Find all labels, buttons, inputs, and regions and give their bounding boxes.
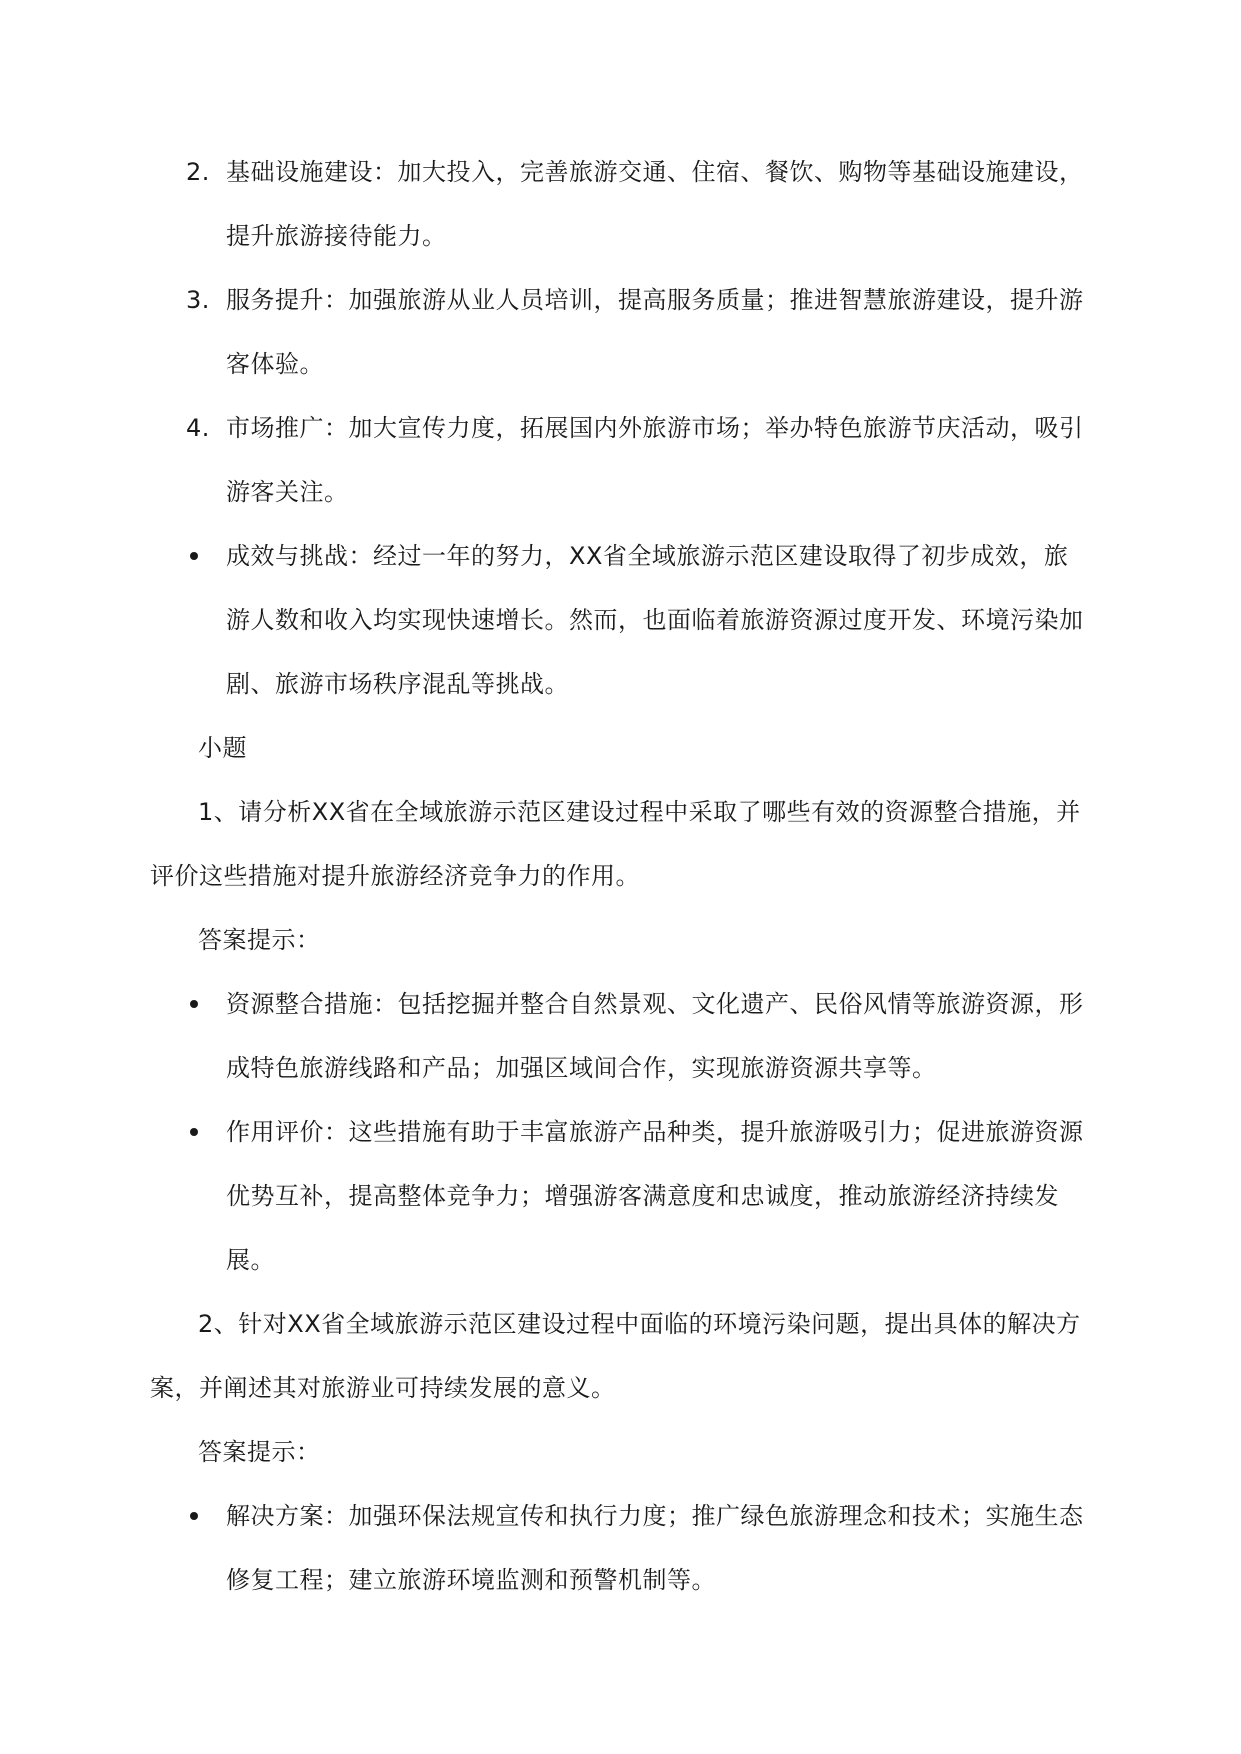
item-text: 市场推广：加大宣传力度，拓展国内外旅游市场；举办特色旅游节庆活动，吸引游客关注。: [226, 414, 1084, 506]
item-text: 服务提升：加强旅游从业人员培训，提高服务质量；推进智慧旅游建设，提升游客体验。: [226, 286, 1084, 378]
bullet-icon: [190, 1000, 198, 1008]
q1-bullet-evaluation: [150, 1100, 1090, 1292]
bullet-text: 成效与挑战：经过一年的努力，XX省全域旅游示范区建设取得了初步成效，旅游人数和收入均实现快速增长。然而，也面临着旅游资源过度开发、环境污染加剧、旅游市场秩序混乱等挑战。: [226, 542, 1084, 698]
bullet-icon: [190, 1512, 198, 1520]
q2-bullet-solution: [150, 1484, 1090, 1612]
achievement-bullet: [150, 524, 1090, 716]
numbered-item-4: [150, 396, 1090, 524]
document-body: [150, 140, 1090, 1612]
question-2: 2、针对XX省全域旅游示范区建设过程中面临的环境污染问题，提出具体的解决方案，并阐述其对旅游业可持续发展的意义。: [150, 1310, 1081, 1402]
subheading: 小题: [198, 734, 247, 762]
bullet-icon: [190, 552, 198, 560]
item-number: 3.: [186, 286, 210, 314]
numbered-item-2: [150, 140, 1090, 268]
bullet-text: 资源整合措施：包括挖掘并整合自然景观、文化遗产、民俗风情等旅游资源，形成特色旅游线路和产品；加强区域间合作，实现旅游资源共享等。: [226, 990, 1084, 1082]
bullet-icon: [190, 1128, 198, 1136]
item-number: 4.: [186, 414, 210, 442]
numbered-item-3: [150, 268, 1090, 396]
answer-hint-2: 答案提示：: [198, 1438, 321, 1466]
item-text: 基础设施建设：加大投入，完善旅游交通、住宿、餐饮、购物等基础设施建设，提升旅游接待能力。: [226, 158, 1084, 250]
item-number: 2.: [186, 158, 210, 186]
question-1: 1、请分析XX省在全域旅游示范区建设过程中采取了哪些有效的资源整合措施，并评价这些措施对提升旅游经济竞争力的作用。: [150, 798, 1081, 890]
answer-hint-1: 答案提示：: [198, 926, 321, 954]
bullet-text: 解决方案：加强环保法规宣传和执行力度；推广绿色旅游理念和技术；实施生态修复工程；建立旅游环境监测和预警机制等。: [226, 1502, 1084, 1594]
bullet-text: 作用评价：这些措施有助于丰富旅游产品种类，提升旅游吸引力；促进旅游资源优势互补，提高整体竞争力；增强游客满意度和忠诚度，推动旅游经济持续发展。: [226, 1118, 1084, 1274]
q1-bullet-measures: [150, 972, 1090, 1100]
